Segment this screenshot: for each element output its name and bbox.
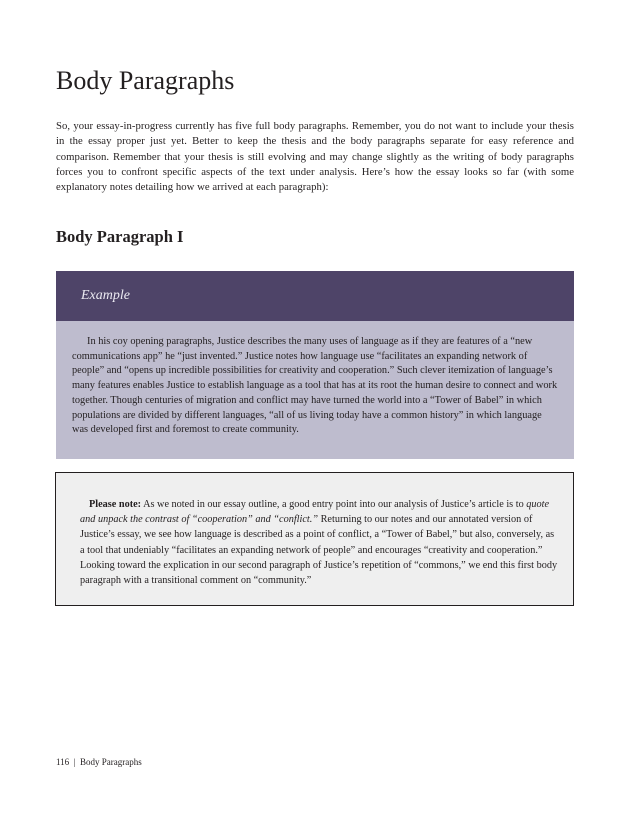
- section-heading: Body Paragraph I: [56, 227, 184, 246]
- note-text-before: As we noted in our essay outline, a good entry point into our analysis of Justice’s article is to: [141, 499, 527, 510]
- footer-separator: |: [73, 757, 76, 767]
- page-number: 116: [56, 757, 70, 767]
- note-label: Please note:: [89, 499, 142, 510]
- note-paragraph: [80, 497, 560, 588]
- note-text-after: Returning to our notes and our annotated version of Justice’s essay, we see how language is described as a point of conflict, a “Tower of Babel,” but also, conversely, as a tool that undeniably “facilitates an expanding network of people” and encourages “creativity and cooperation.” Looking toward the explication in our second paragraph of Justice’s repetition of “commons,” we end this first body paragraph with a transitional comment on “community.”: [80, 514, 558, 587]
- note-emphasis: quote and unpack the contrast of “cooperation” and “conflict.”: [80, 499, 550, 526]
- note-box: [55, 472, 574, 606]
- example-paragraph: In his coy opening paragraphs, Justice describes the many uses of language as if they are features of a “new communications app” he “just invented.” Justice notes how language use “facilitates an expanding network of people” and “opens up incredible possibilities for creativity and cooperation.” Such clever itemization of language’s many features enables Justice to establish language as a tool that has at its root the human desire to connect and work together. Though centuries of migration and conflict may have turned the world into a “Tower of Babel” in which populations are divided by different languages, “all of us living today have a common history” in which language was developed first and foremost to create community.: [72, 336, 558, 436]
- example-body: [56, 321, 574, 459]
- page-title: Body Paragraphs: [56, 66, 235, 95]
- example-label: Example: [81, 288, 130, 303]
- example-header: [56, 271, 574, 321]
- running-title: Body Paragraphs: [79, 757, 142, 767]
- intro-paragraph: So, your essay-in-progress currently has five full body paragraphs. Remember, you do not want to include your thesis in the essay proper just yet. Better to keep the thesis and the body paragraphs separate for easy reference and comparison. Remember that your thesis is still evolving and may change slightly as the writing of body paragraphs forces you to confront specific aspects of the text under analysis. Here’s how the essay looks so far (with some explanatory notes detailing how we arrived at each paragraph):: [56, 120, 574, 194]
- example-box: [56, 271, 574, 459]
- page-footer: [56, 757, 142, 768]
